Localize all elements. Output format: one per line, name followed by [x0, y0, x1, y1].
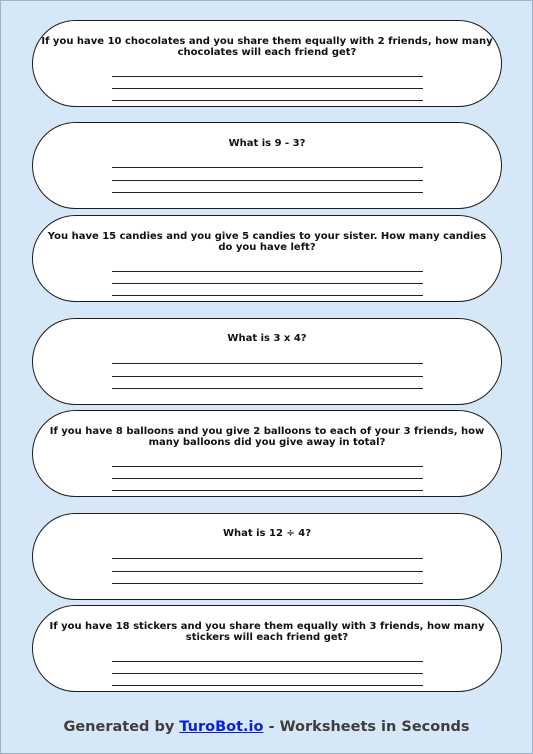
answer-line: [112, 192, 423, 193]
turobot-link[interactable]: TuroBot.io: [179, 719, 264, 735]
question-text: If you have 8 balloons and you give 2 balloons to each of your 3 friends, how many balloons did you give away in total?: [49, 426, 485, 448]
question-text: What is 9 - 3?: [228, 138, 306, 149]
answer-line: [112, 466, 423, 467]
question-text: You have 15 candies and you give 5 candies to your sister. How many candies do you have left?: [47, 231, 487, 253]
answer-line: [112, 88, 423, 89]
answer-line: [112, 661, 423, 662]
question-card-2: [32, 122, 502, 209]
answer-line: [112, 571, 423, 572]
answer-line: [112, 673, 423, 674]
question-card-4: [32, 318, 502, 405]
answer-line: [112, 271, 423, 272]
answer-line: [112, 100, 423, 101]
question-text: If you have 18 stickers and you share them equally with 3 friends, how many stickers will each friend get?: [49, 621, 485, 643]
answer-line: [112, 490, 423, 491]
answer-line: [112, 478, 423, 479]
answer-line: [112, 558, 423, 559]
question-text: What is 12 ÷ 4?: [222, 528, 312, 539]
answer-line: [112, 388, 423, 389]
answer-line: [112, 685, 423, 686]
answer-line: [112, 376, 423, 377]
answer-line: [112, 283, 423, 284]
question-card-3: [32, 215, 502, 302]
footer-prefix: Generated by: [63, 719, 180, 735]
question-card-7: [32, 605, 502, 692]
question-card-5: [32, 410, 502, 497]
answer-line: [112, 167, 423, 168]
answer-line: [112, 76, 423, 77]
question-card-6: [32, 513, 502, 600]
question-card-1: [32, 20, 502, 107]
answer-line: [112, 363, 423, 364]
answer-line: [112, 295, 423, 296]
footer: [1, 719, 532, 735]
footer-suffix: - Worksheets in Seconds: [263, 719, 470, 735]
answer-line: [112, 180, 423, 181]
question-text: What is 3 x 4?: [227, 333, 307, 344]
question-text: If you have 10 chocolates and you share them equally with 2 friends, how many chocolates will each friend get?: [41, 36, 493, 58]
answer-line: [112, 583, 423, 584]
